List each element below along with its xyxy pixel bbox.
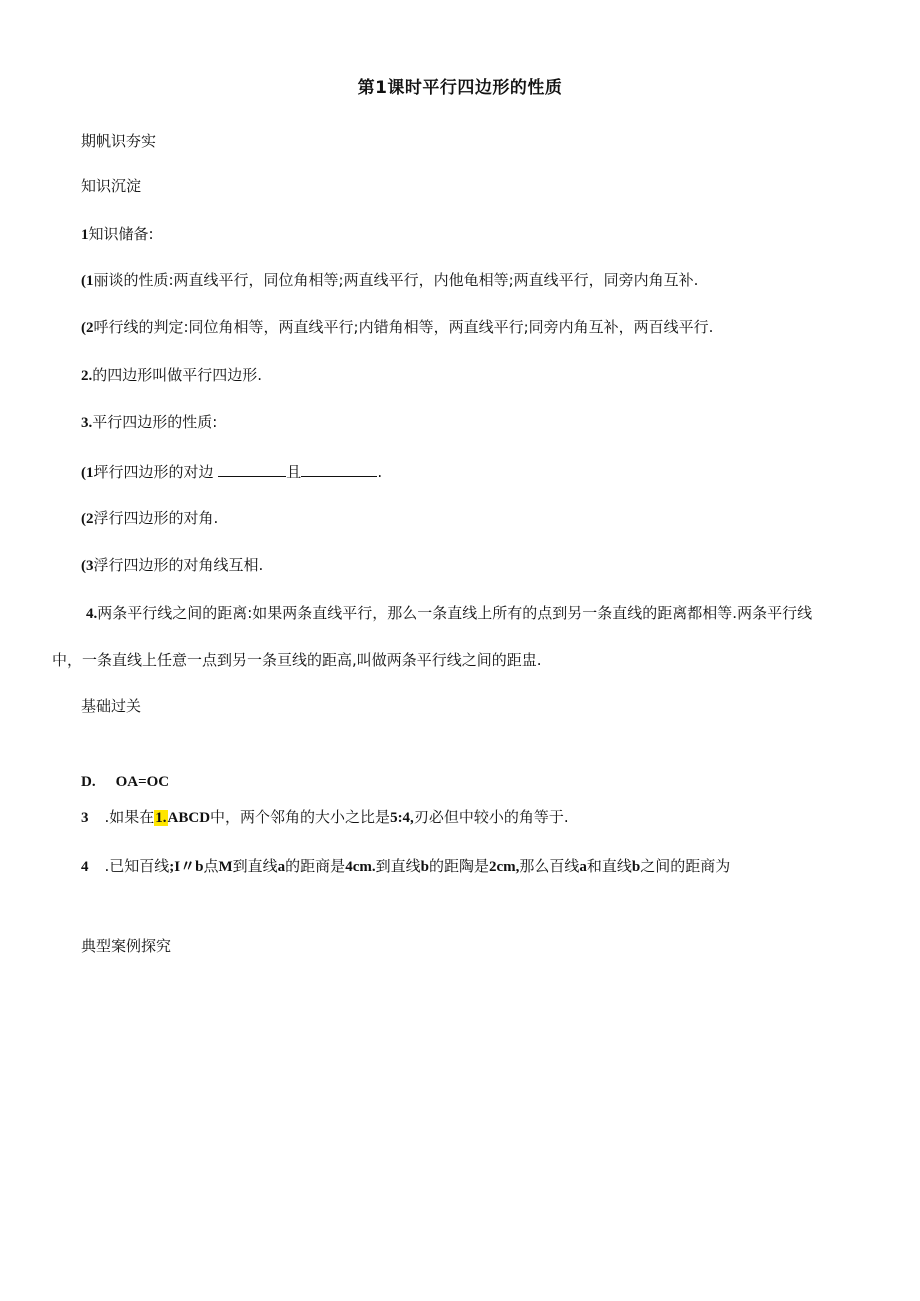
page-title: 第1课时平行四边形的性质 bbox=[357, 78, 563, 98]
question-text: .已知百线 bbox=[104, 857, 170, 875]
ratio-value: 5:4, bbox=[390, 810, 414, 826]
item-number: 4. bbox=[86, 606, 98, 622]
section-heading-knowledge: 知识沉淀 bbox=[81, 177, 142, 195]
question-text: 刃必但中较小的角等于. bbox=[413, 808, 569, 826]
knowledge-item-3-2 bbox=[81, 508, 218, 529]
question-text: 和直线 bbox=[586, 857, 632, 875]
item-number: (3 bbox=[81, 558, 94, 574]
question-text: 到直线 bbox=[232, 857, 278, 875]
knowledge-item-1 bbox=[81, 224, 154, 245]
answer-blank[interactable] bbox=[301, 462, 377, 477]
knowledge-item-2 bbox=[81, 365, 262, 386]
option-label: D. bbox=[81, 774, 96, 790]
knowledge-item-3-1 bbox=[81, 462, 382, 483]
answer-blank[interactable] bbox=[218, 462, 286, 477]
question-symbol: a bbox=[277, 859, 286, 875]
question-symbol: b bbox=[631, 859, 641, 875]
option-text: OA=OC bbox=[115, 774, 170, 790]
question-text: 的距商是 bbox=[285, 857, 346, 875]
item-text: 坪行四边形的对边 bbox=[93, 463, 214, 481]
item-number: 3. bbox=[81, 415, 93, 431]
knowledge-item-1-2 bbox=[81, 317, 713, 338]
item-text: 丽谈的性质:两直线平行，同位角相等;两直线平行，内他龟相等;两直线平行，同旁内角互补. bbox=[93, 271, 699, 289]
question-value: 2cm, bbox=[488, 859, 520, 875]
knowledge-item-1-1 bbox=[81, 270, 698, 291]
question-text: 那么百线 bbox=[519, 857, 580, 875]
knowledge-item-4-continued: 中，一条直线上任意一点到另一条亘线的距高,叫做两条平行线之间的距盅. bbox=[52, 651, 542, 669]
question-symbol: ;I〃b bbox=[169, 859, 204, 875]
item-text: 呼行线的判定:同位角相等，两直线平行;内错角相等，两直线平行;同旁内角互补，两百线平行. bbox=[93, 318, 714, 336]
figure-name: ABCD bbox=[167, 810, 211, 826]
section-heading-period: 期帆识夯实 bbox=[81, 132, 157, 150]
question-symbol: b bbox=[420, 859, 429, 875]
question-symbol: a bbox=[579, 859, 587, 875]
item-number: (1 bbox=[81, 465, 94, 481]
item-text: 知识储备: bbox=[88, 225, 154, 243]
item-text: . bbox=[377, 463, 383, 481]
question-text: .如果在 bbox=[104, 808, 155, 826]
item-number: 1 bbox=[81, 227, 89, 243]
section-heading-basic: 基础过关 bbox=[81, 697, 142, 715]
item-number: 2. bbox=[81, 368, 93, 384]
item-number: (1 bbox=[81, 273, 94, 289]
item-number: (2 bbox=[81, 511, 94, 527]
question-text: 之间的距商为 bbox=[640, 857, 731, 875]
item-text: 浮行四边形的对角. bbox=[93, 509, 219, 527]
option-d bbox=[81, 771, 169, 792]
knowledge-item-3-3 bbox=[81, 555, 263, 576]
highlighted-text: 1. bbox=[155, 810, 167, 826]
question-text: 的距陶是 bbox=[428, 857, 489, 875]
item-text: 且 bbox=[286, 463, 302, 481]
question-symbol: M bbox=[218, 859, 233, 875]
question-text: 到直线 bbox=[375, 857, 421, 875]
section-heading-typical: 典型案例探究 bbox=[81, 937, 172, 955]
question-4 bbox=[81, 856, 730, 877]
item-text: 两条平行线之间的距离:如果两条直线平行，那么一条直线上所有的点到另一条直线的距离都相等.两条平行线 bbox=[97, 604, 813, 622]
question-number: 3 bbox=[81, 810, 89, 826]
item-number: (2 bbox=[81, 320, 94, 336]
question-text: 点 bbox=[203, 857, 219, 875]
knowledge-item-3 bbox=[81, 412, 217, 433]
item-text: 浮行四边形的对角线互相. bbox=[93, 556, 264, 574]
knowledge-item-4 bbox=[86, 603, 812, 624]
item-text: 平行四边形的性质: bbox=[92, 413, 218, 431]
question-3 bbox=[81, 807, 569, 828]
question-text: 中，两个邻角的大小之比是 bbox=[210, 808, 391, 826]
question-number: 4 bbox=[81, 859, 89, 875]
item-text: 的四边形叫做平行四边形. bbox=[92, 366, 263, 384]
question-value: 4cm. bbox=[345, 859, 376, 875]
